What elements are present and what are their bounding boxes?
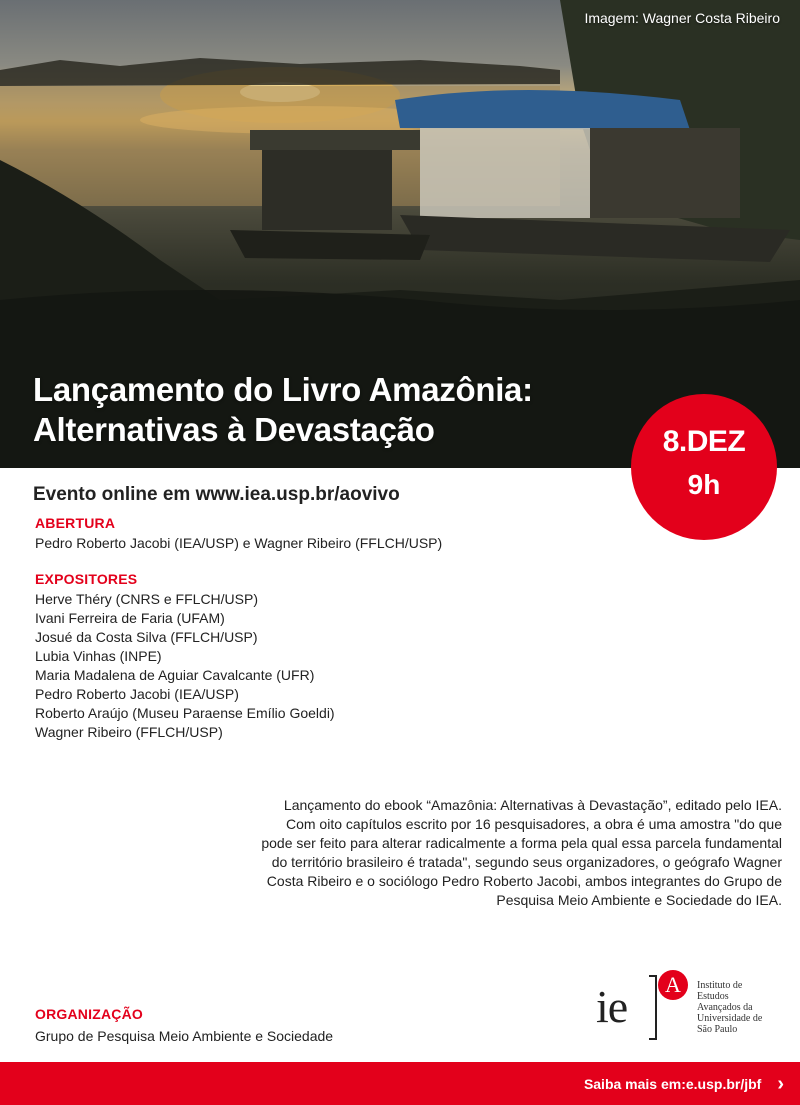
abertura-text: Pedro Roberto Jacobi (IEA/USP) e Wagner Ribeiro (FFLCH/USP) (35, 535, 443, 551)
speaker-item: Pedro Roberto Jacobi (IEA/USP) (35, 686, 239, 702)
expositores-heading: EXPOSITORES (35, 571, 138, 587)
logo-line: Estudos (697, 991, 729, 1002)
description-line: Com oito capítulos escrito por 16 pesquisadores, a obra é uma amostra "do que (285, 816, 782, 832)
speaker-item: Lubia Vinhas (INPE) (35, 648, 162, 664)
event-title-line-2: Alternativas à Devastação (33, 411, 435, 448)
description-line: Lançamento do ebook “Amazônia: Alternativas à Devastação”, editado pelo IEA. (283, 797, 782, 813)
abertura-heading: ABERTURA (35, 515, 116, 531)
online-event-link[interactable]: Evento online em www.iea.usp.br/aovivo (33, 484, 400, 505)
description-line: do território brasileiro é tratada", segundo seus organizadores, o geógrafo Wagner (271, 854, 782, 870)
organizacao-text: Grupo de Pesquisa Meio Ambiente e Sociedade (35, 1028, 334, 1044)
logo-bracket (649, 975, 657, 1040)
event-title (33, 370, 633, 450)
description-line: Costa Ribeiro e o sociólogo Pedro Roberto Jacobi, ambos integrantes do Grupo de (266, 873, 782, 889)
organizacao-heading: ORGANIZAÇÃO (35, 1006, 143, 1022)
logo-a-circle: A (658, 970, 688, 1000)
logo-mark: ie (596, 981, 628, 1032)
speaker-item: Herve Théry (CNRS e FFLCH/USP) (35, 591, 259, 607)
logo-line: Avançados da (697, 1002, 753, 1013)
event-time: 9h (687, 469, 721, 500)
description-line: Pesquisa Meio Ambiente e Sociedade do IEA. (496, 892, 782, 908)
logo-line: Universidade de (697, 1013, 763, 1024)
logo-line: São Paulo (697, 1024, 738, 1035)
date-badge (631, 394, 777, 540)
event-title-line-1: Lançamento do Livro Amazônia: (33, 371, 533, 408)
speaker-item: Roberto Araújo (Museu Paraense Emílio Goeldi) (35, 705, 335, 721)
iea-logo (596, 970, 786, 1045)
logo-institution-name (697, 980, 787, 1035)
speaker-item: Josué da Costa Silva (FFLCH/USP) (35, 629, 258, 645)
logo-line: Instituto de (697, 980, 743, 991)
description-line: pode ser feito para alterar radicalmente a forma pela qual essa parcela fundamental (261, 835, 782, 851)
expositores-list (35, 590, 335, 742)
more-info-link[interactable]: Saiba mais em:e.usp.br/jbf (583, 1075, 762, 1092)
event-date: 8.DEZ (662, 425, 746, 458)
speaker-item: Wagner Ribeiro (FFLCH/USP) (35, 724, 223, 740)
speaker-item: Ivani Ferreira de Faria (UFAM) (35, 610, 225, 626)
event-description (200, 796, 782, 910)
footer-bar (0, 1062, 800, 1105)
chevron-right-icon[interactable]: › (777, 1072, 784, 1095)
speaker-item: Maria Madalena de Aguiar Cavalcante (UFR) (35, 667, 315, 683)
image-credit: Imagem: Wagner Costa Ribeiro (584, 10, 780, 26)
